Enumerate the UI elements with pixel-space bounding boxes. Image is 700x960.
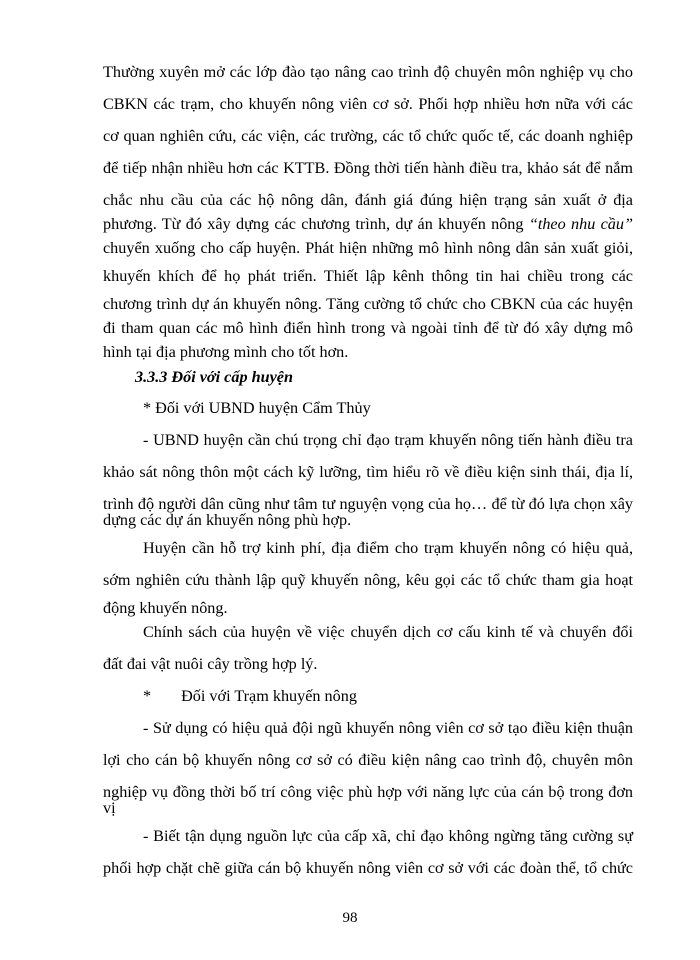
body-line: Thường xuyên mở các lớp đào tạo nâng cao trình độ chuyên môn nghiệp vụ cho bbox=[103, 63, 633, 81]
body-line: - UBND huyện cần chú trọng chỉ đạo trạm khuyến nông tiến hành điều tra bbox=[143, 431, 633, 449]
body-line-last: dựng các dự án khuyến nông phù hợp. bbox=[103, 511, 352, 529]
body-line-text: phương. Từ đó xây dựng các chương trình, dự án khuyến nông bbox=[103, 215, 524, 233]
body-line: CBKN các trạm, cho khuyến nông viên cơ sở. Phối hợp nhiều hơn nữa với các bbox=[103, 95, 633, 113]
body-line-last: hình tại địa phương mình cho tốt hơn. bbox=[103, 343, 349, 361]
body-line: Huyện cần hỗ trợ kinh phí, địa điểm cho trạm khuyến nông có hiệu quả, bbox=[143, 539, 633, 557]
body-line: - Biết tận dụng nguồn lực của cấp xã, chỉ đạo không ngừng tăng cường sự bbox=[143, 827, 633, 845]
body-line-last: đất đai vật nuôi cây trồng hợp lý. bbox=[103, 655, 318, 673]
body-line: Chính sách của huyện về việc chuyển dịch cơ cấu kinh tế và chuyển đổi bbox=[143, 623, 633, 641]
body-line: chắc nhu cầu của các hộ nông dân, đánh giá đúng hiện trạng sản xuất ở địa bbox=[103, 191, 633, 209]
body-line: đi tham quan các mô hình điển hình trong và ngoài tỉnh để từ đó xây dựng mô bbox=[103, 319, 633, 337]
body-line: nghiệp vụ đồng thời bố trí công việc phù hợp với năng lực của cán bộ trong đơn bbox=[103, 783, 633, 801]
body-line: cơ quan nghiên cứu, các viện, các trường, các tổ chức quốc tế, các doanh nghiệp bbox=[103, 127, 633, 145]
body-line: chương trình dự án khuyến nông. Tăng cường tổ chức cho CBKN của các huyện bbox=[103, 295, 633, 313]
body-line-with-quote bbox=[103, 214, 633, 234]
body-line: - Sử dụng có hiệu quả đội ngũ khuyến nông viên cơ sở tạo điều kiện thuận bbox=[143, 719, 633, 737]
page-number: 98 bbox=[342, 910, 358, 926]
body-line: lợi cho cán bộ khuyến nông cơ sở có điều kiện nâng cao trình độ, chuyên môn bbox=[103, 751, 633, 769]
body-line: khuyến khích để họ phát triển. Thiết lập kênh thông tin hai chiều trong các bbox=[103, 267, 633, 285]
bullet-asterisk: * bbox=[143, 687, 152, 705]
section-heading: 3.3.3 Đối với cấp huyện bbox=[135, 368, 293, 386]
body-line: trình độ người dân cũng như tâm tư nguyện vọng của họ… để từ đó lựa chọn xây bbox=[103, 495, 633, 513]
body-line: khảo sát nông thôn một cách kỹ lưỡng, tìm hiểu rõ về điều kiện sinh thái, địa lí, bbox=[103, 463, 633, 481]
body-line: để tiếp nhận nhiều hơn các KTTB. Đồng thời tiến hành điều tra, khảo sát để nắm bbox=[103, 159, 633, 177]
ubnd-subheading: * Đối với UBND huyện Cẩm Thủy bbox=[143, 399, 371, 417]
body-line-last: vị bbox=[103, 799, 116, 817]
body-line: phối hợp chặt chẽ giữa cán bộ khuyến nông viên cơ sở với các đoàn thể, tổ chức bbox=[103, 859, 633, 877]
tram-subheading-text: Đối với Trạm khuyến nông bbox=[181, 687, 357, 705]
body-line-last: động khuyến nông. bbox=[103, 599, 228, 617]
quoted-phrase: “theo nhu cầu” bbox=[528, 215, 633, 233]
body-line: sớm nghiên cứu thành lập quỹ khuyến nông, kêu gọi các tổ chức tham gia hoạt bbox=[103, 571, 633, 589]
body-line: chuyển xuống cho cấp huyện. Phát hiện những mô hình nông dân sản xuất giỏi, bbox=[103, 239, 633, 257]
tram-subheading bbox=[143, 686, 673, 706]
